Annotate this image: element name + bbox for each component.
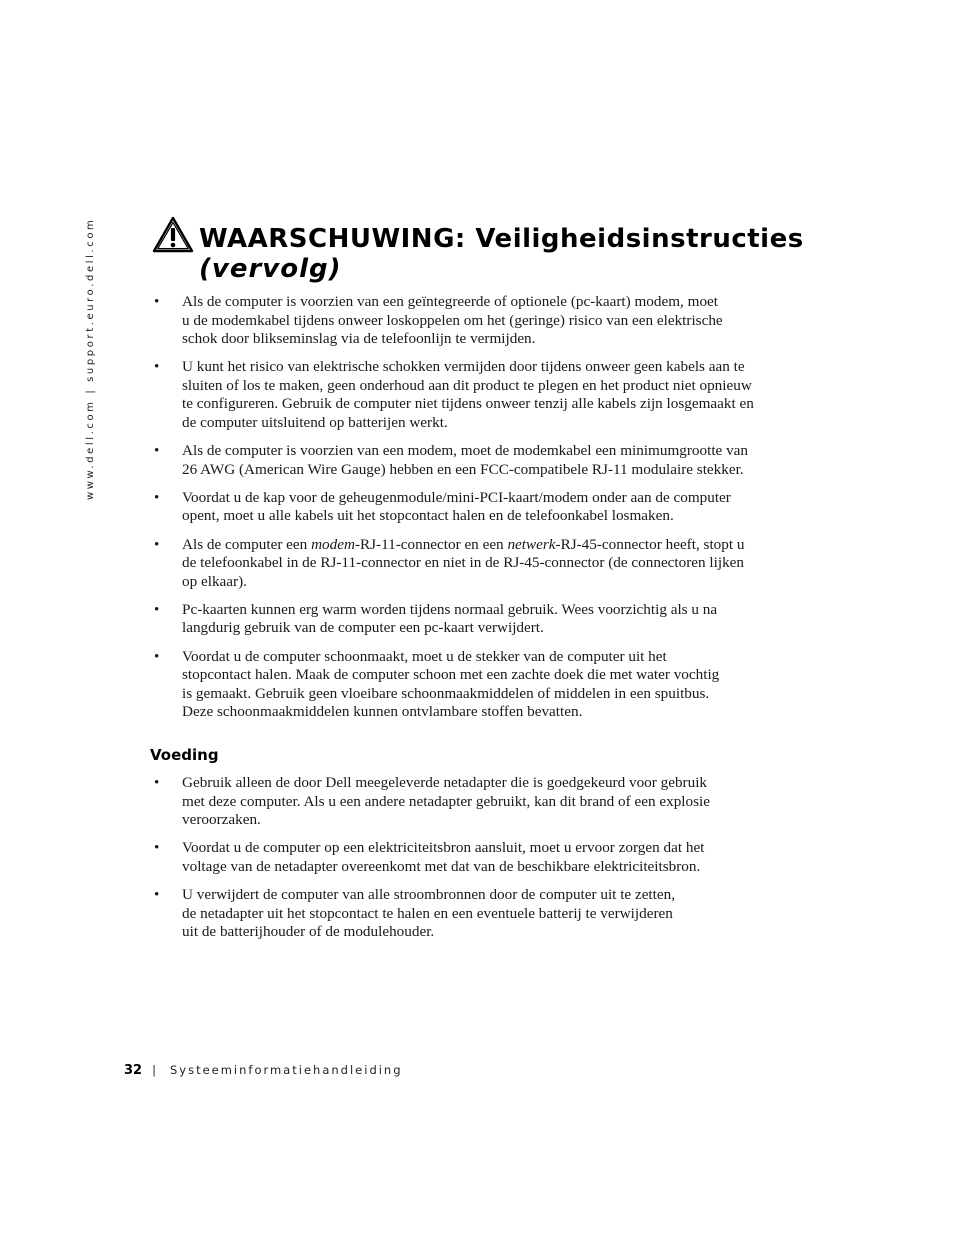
text-line bbox=[182, 442, 794, 461]
line-text: Als de computer een bbox=[182, 535, 312, 553]
text-line bbox=[182, 839, 794, 858]
text-line bbox=[182, 601, 794, 620]
text-line bbox=[182, 774, 794, 793]
text-line bbox=[182, 703, 794, 722]
line-text: Voordat u de computer op een elektriciteitsbron aansluit, moet u ervoor zorgen dat het bbox=[182, 839, 705, 857]
title-continued: (vervolg) bbox=[199, 254, 342, 284]
section-heading: Voeding bbox=[150, 746, 219, 764]
bullet-marker: • bbox=[154, 839, 160, 857]
emphasis-text: modem bbox=[311, 535, 355, 553]
text-line bbox=[182, 619, 794, 638]
bullet-marker: • bbox=[154, 885, 160, 903]
list-item bbox=[154, 601, 794, 638]
text-line bbox=[182, 536, 794, 555]
text-line bbox=[182, 905, 794, 924]
list-item bbox=[154, 536, 794, 592]
bullet-marker: • bbox=[154, 293, 160, 310]
list-item bbox=[154, 886, 794, 942]
page-title bbox=[199, 224, 804, 284]
line-text: Als de computer is voorzien van een modem, moet de modemkabel een minimumgrootte van bbox=[182, 442, 749, 460]
warning-triangle-icon bbox=[152, 216, 194, 254]
list-item bbox=[154, 489, 794, 526]
line-text: Gebruik alleen de door Dell meegeleverde netadapter die is goedgekeurd voor gebruik bbox=[182, 774, 708, 791]
list-item bbox=[154, 442, 794, 479]
list-item bbox=[154, 648, 794, 722]
list-item bbox=[154, 293, 794, 349]
line-text: U kunt het risico van elektrische schokken vermijden door tijdens onweer geen kabels aan te bbox=[182, 358, 745, 376]
power-list bbox=[154, 774, 794, 951]
line-text: 26 AWG (American Wire Gauge) hebben en een FCC-compatibele RJ-11 modulaire stekker. bbox=[182, 460, 744, 478]
line-text: de computer uitsluitend op batterijen werkt. bbox=[182, 414, 448, 432]
line-text: -RJ-11-connector en een bbox=[354, 535, 508, 553]
bullet-marker: • bbox=[154, 442, 160, 460]
line-text: de telefoonkabel in de RJ-11-connector en niet in de RJ-45-connector (de connectoren lijken bbox=[182, 554, 745, 572]
document-name: Systeeminformatiehandleiding bbox=[169, 1063, 403, 1077]
line-text: sluiten of los te maken, geen onderhoud aan dit product te plegen en het product niet opnieuw bbox=[182, 376, 752, 394]
text-line bbox=[182, 293, 794, 312]
line-text: langdurig gebruik van de computer een pc-kaart verwijdert. bbox=[182, 619, 544, 637]
text-line bbox=[182, 377, 794, 396]
text-line bbox=[182, 461, 794, 480]
line-text: schok door blikseminslag via de telefoonlijn te vermijden. bbox=[182, 330, 536, 348]
line-text: Voordat u de kap voor de geheugenmodule/mini-PCI-kaart/modem onder aan de computer bbox=[182, 488, 731, 506]
text-line bbox=[182, 312, 794, 331]
line-text: is gemaakt. Gebruik geen vloeibare schoonmaakmiddelen of middelen in een spuitbus. bbox=[182, 684, 710, 702]
bullet-marker: • bbox=[154, 774, 160, 791]
line-text: te configureren. Gebruik de computer niet tijdens onweer tenzij alle kabels zijn losgemaakt en bbox=[182, 395, 754, 413]
bullet-marker: • bbox=[154, 488, 160, 506]
line-text: U verwijdert de computer van alle stroombronnen door de computer uit te zetten, bbox=[182, 885, 676, 903]
bullet-marker: • bbox=[154, 535, 160, 553]
text-line bbox=[182, 554, 794, 573]
text-line bbox=[182, 886, 794, 905]
line-text: met deze computer. Als u een andere netadapter gebruikt, kan dit brand of een explosie bbox=[182, 792, 710, 810]
text-line bbox=[182, 507, 794, 526]
list-item bbox=[154, 358, 794, 432]
text-line bbox=[182, 648, 794, 667]
line-text: voltage van de netadapter overeenkomt met dat van de beschikbare elektriciteitsbron. bbox=[182, 857, 701, 875]
text-line bbox=[182, 395, 794, 414]
text-line bbox=[182, 358, 794, 377]
line-text: Voordat u de computer schoonmaakt, moet u de stekker van de computer uit het bbox=[182, 647, 667, 665]
title-main: WAARSCHUWING: Veiligheidsinstructies bbox=[199, 224, 804, 254]
line-text: Deze schoonmaakmiddelen kunnen ontvlambare stoffen bevatten. bbox=[182, 703, 583, 721]
text-line bbox=[182, 666, 794, 685]
text-line bbox=[182, 414, 794, 433]
line-text: uit de batterijhouder of de modulehouder. bbox=[182, 923, 435, 941]
safety-list bbox=[154, 293, 794, 731]
bullet-marker: • bbox=[154, 358, 160, 376]
text-line bbox=[182, 489, 794, 508]
text-line bbox=[182, 573, 794, 592]
text-line bbox=[182, 923, 794, 942]
text-line bbox=[182, 793, 794, 812]
line-text: u de modemkabel tijdens onweer loskoppelen om het (geringe) risico van een elektrische bbox=[182, 311, 723, 329]
list-item bbox=[154, 839, 794, 876]
text-line bbox=[182, 330, 794, 349]
sidebar-url: www.dell.com | support.euro.dell.com bbox=[85, 217, 96, 500]
line-text: de netadapter uit het stopcontact te halen en een eventuele batterij te verwijderen bbox=[182, 904, 673, 922]
line-text: veroorzaken. bbox=[182, 811, 261, 829]
footer-separator: | bbox=[152, 1063, 156, 1077]
line-text: Pc-kaarten kunnen erg warm worden tijdens normaal gebruik. Wees voorzichtig als u na bbox=[182, 600, 718, 618]
line-text: -RJ-45-connector heeft, stopt u bbox=[555, 535, 745, 553]
text-line bbox=[182, 858, 794, 877]
line-text: op elkaar). bbox=[182, 572, 247, 590]
page-footer bbox=[124, 1062, 403, 1079]
text-line bbox=[182, 685, 794, 704]
line-text: Als de computer is voorzien van een geïntegreerde of optionele (pc-kaart) modem, moet bbox=[182, 293, 718, 310]
bullet-marker: • bbox=[154, 647, 160, 665]
line-text: stopcontact halen. Maak de computer schoon met een zachte doek die met water vochtig bbox=[182, 666, 720, 684]
text-line bbox=[182, 811, 794, 830]
line-text: opent, moet u alle kabels uit het stopcontact halen en de telefoonkabel losmaken. bbox=[182, 507, 674, 525]
bullet-marker: • bbox=[154, 600, 160, 618]
emphasis-text: netwerk bbox=[507, 535, 556, 553]
page-number: 32 bbox=[124, 1063, 143, 1078]
list-item bbox=[154, 774, 794, 830]
